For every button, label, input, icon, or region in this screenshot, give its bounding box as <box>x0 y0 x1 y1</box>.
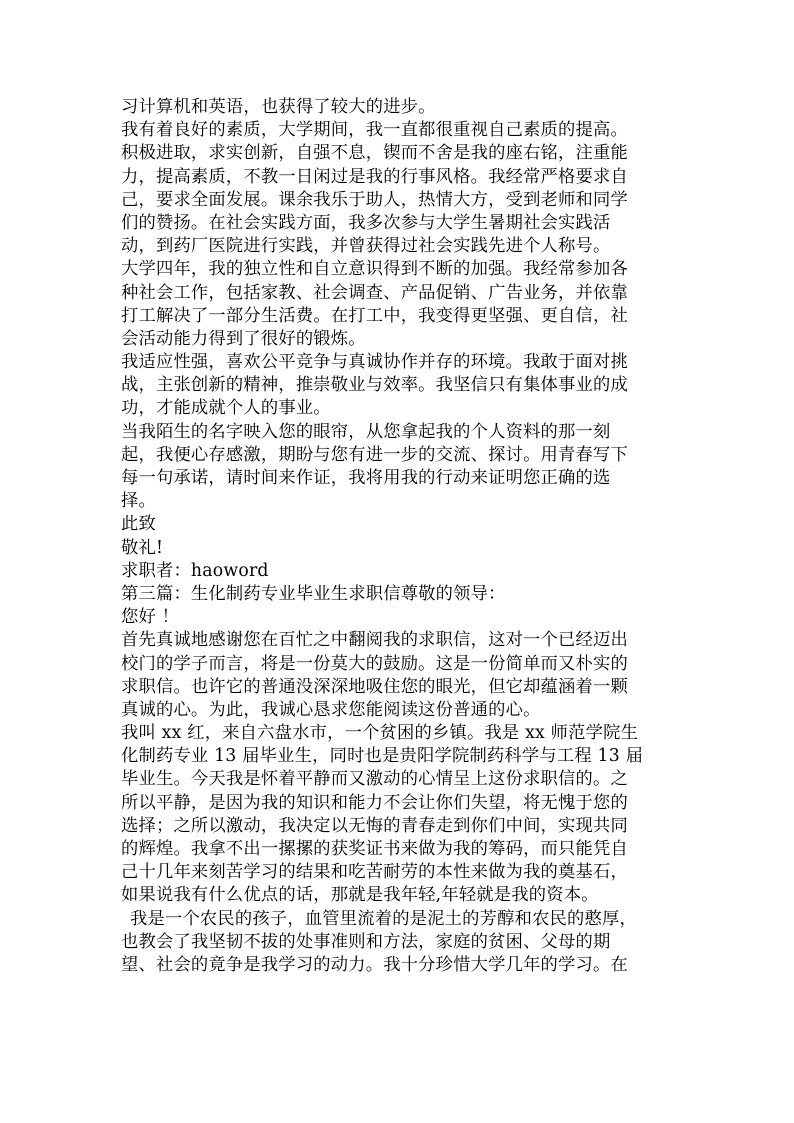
text-line: 我适应性强，喜欢公平竞争与真诚协作并存的环境。我敢于面对挑 <box>121 352 628 373</box>
text-line: 积极进取，求实创新，自强不息，锲而不舍是我的座右铭，注重能 <box>121 143 628 164</box>
text-line: 大学四年，我的独立性和自立意识得到不断的加强。我经常参加各 <box>121 259 628 280</box>
closing-regards: 敬礼! <box>121 537 164 558</box>
greeting: 您好 ！ <box>121 607 180 628</box>
text-line: 化制药专业 13 届毕业生，同时也是贵阳学院制药科学与工程 13 届 <box>121 746 644 767</box>
text-line: 战，主张创新的精神，推崇敬业与效率。我坚信只有集体事业的成 <box>121 375 628 396</box>
text-line: 毕业生。今天我是怀着平静而又激动的心情呈上这份求职信的。之 <box>121 769 628 790</box>
text-line: 的辉煌。我拿不出一摞摞的获奖证书来做为我的筹码，而只能凭自 <box>121 839 628 859</box>
text-line: 我是一个农民的孩子，血管里流着的是泥土的芳醇和农民的憨厚， <box>130 908 637 929</box>
text-line: 种社会工作，包括家教、社会调查、产品促销、广告业务，并依靠 <box>121 282 628 303</box>
text-line: 也教会了我坚韧不拔的处事准则和方法，家庭的贫困、父母的期 <box>121 931 611 952</box>
text-line: 择。 <box>121 491 156 512</box>
section-heading: 第三篇：生化制药专业毕业生求职信尊敬的领导： <box>121 583 506 604</box>
text-line: 首先真诚地感谢您在百忙之中翻阅我的求职信，这对一个已经迈出 <box>121 630 628 651</box>
text-line: 望、社会的竟争是我学习的动力。我十分珍惜大学几年的学习。在 <box>121 954 628 975</box>
text-line: 力，提高素质，不教一日闲过是我的行事风格。我经常严格要求自 <box>121 166 628 187</box>
text-line: 选择；之所以激动，我决定以无悔的青春走到你们中间，实现共同 <box>121 815 628 836</box>
text-line: 动，到药厂医院进行实践，并曾获得过社会实践先进个人称号。 <box>121 236 611 257</box>
text-line: 习计算机和英语，也获得了较大的进步。 <box>121 97 436 117</box>
text-line: 当我陌生的名字映入您的眼帘，从您拿起我的个人资料的那一刻 <box>121 421 611 442</box>
text-line: 起，我便心存感激，期盼与您有进一步的交流、探讨。用青春写下 <box>121 444 628 465</box>
text-line: 校门的学子而言，将是一份莫大的鼓励。这是一份简单而又朴实的 <box>121 653 628 674</box>
text-line: 真诚的心。为此，我诚心恳求您能阅读这份普通的心。 <box>121 699 541 720</box>
signature-line: 求职者：haoword <box>121 560 269 581</box>
text-line: 每一句承诺，请时间来作证，我将用我的行动来证明您正确的选 <box>121 468 611 488</box>
text-line: 我有着良好的素质，大学期间，我一直都很重视自己素质的提高。 <box>121 120 628 141</box>
text-line: 求职信。也许它的普通没深深地吸住您的眼光，但它却蕴涵着一颗 <box>121 676 628 697</box>
text-line: 打工解决了一部分生活费。在打工中，我变得更坚强、更自信，社 <box>121 305 628 326</box>
text-line: 己，要求全面发展。课余我乐于助人，热情大方，受到老师和同学 <box>121 189 628 210</box>
closing-salutation: 此致 <box>121 514 156 535</box>
text-line: 功，才能成就个人的事业。 <box>121 398 331 419</box>
text-line: 们的赞扬。在社会实践方面，我多次参与大学生暑期社会实践活 <box>121 212 611 233</box>
text-line: 己十几年来刻苦学习的结果和吃苦耐劳的本性来做为我的奠基石， <box>121 862 628 883</box>
text-line: 我叫 xx 红，来自六盘水市，一个贫困的乡镇。我是 xx 师范学院生 <box>121 723 639 744</box>
text-line: 所以平静，是因为我的知识和能力不会让你们失望，将无愧于您的 <box>121 792 628 813</box>
text-line: 如果说我有什么优点的话，那就是我年轻,年轻就是我的资本。 <box>121 885 599 906</box>
letter-body <box>121 96 681 977</box>
text-line: 会活动能力得到了很好的锻炼。 <box>121 328 366 349</box>
